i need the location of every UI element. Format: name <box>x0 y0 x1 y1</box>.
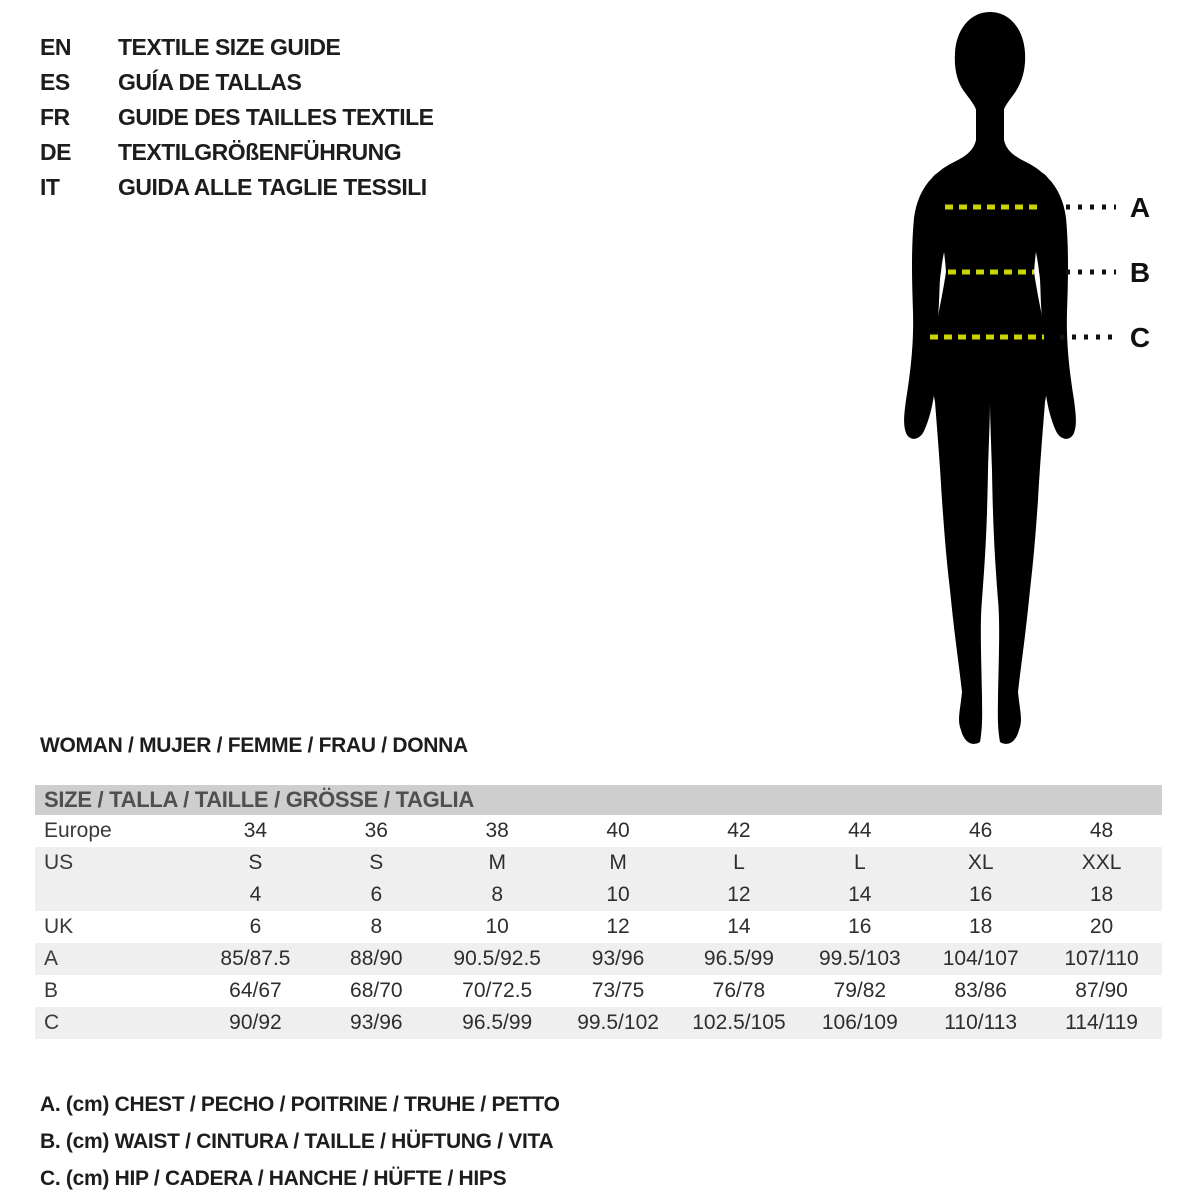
cell: 16 <box>920 879 1041 911</box>
cell: 90.5/92.5 <box>437 943 558 975</box>
language-title-block <box>40 30 434 205</box>
cell: 106/109 <box>799 1007 920 1039</box>
cell: 10 <box>485 915 509 938</box>
row-label: UK <box>44 915 74 938</box>
cell: 6 <box>249 915 262 938</box>
cell: 96.5/99 <box>679 943 800 975</box>
marker-b-label: B <box>1129 257 1151 288</box>
cell: 110/113 <box>920 1007 1041 1039</box>
lang-code: FR <box>40 104 70 130</box>
table-row-us-letters <box>35 847 1162 879</box>
cell: XXL <box>1041 847 1162 879</box>
cell: L <box>799 847 920 879</box>
cell: 44 <box>848 819 872 842</box>
marker-a-label: A <box>1129 192 1151 223</box>
cell: 48 <box>1089 819 1114 842</box>
cell: S <box>195 847 316 879</box>
lang-row-it <box>40 170 434 205</box>
cell: 46 <box>969 819 993 842</box>
row-label <box>35 879 195 911</box>
cell: 34 <box>243 819 268 842</box>
cell: 114/119 <box>1041 1007 1162 1039</box>
table-row-europe <box>35 815 1162 847</box>
measurement-legend <box>40 1086 560 1197</box>
cell: 18 <box>969 915 993 938</box>
cell: 8 <box>370 915 383 938</box>
cell: 70/72.5 <box>462 979 533 1002</box>
cell: 8 <box>437 879 558 911</box>
cell: 14 <box>799 879 920 911</box>
table-header-row <box>35 785 1162 815</box>
legend-waist: B. (cm) WAIST / CINTURA / TAILLE / HÜFTUNG / VITA <box>40 1129 554 1153</box>
guide-title: TEXTILE SIZE GUIDE <box>118 34 341 60</box>
row-label: B <box>44 979 59 1002</box>
cell: 16 <box>848 915 872 938</box>
table-header: SIZE / TALLA / TAILLE / GRÖSSE / TAGLIA <box>35 785 1162 815</box>
section-title: WOMAN / MUJER / FEMME / FRAU / DONNA <box>40 734 468 757</box>
cell: 93/96 <box>316 1007 437 1039</box>
measurement-figure <box>860 0 1160 760</box>
cell: 93/96 <box>558 943 679 975</box>
lang-row-en <box>40 30 434 65</box>
cell: 88/90 <box>316 943 437 975</box>
cell: S <box>316 847 437 879</box>
lang-code: EN <box>40 34 71 60</box>
cell: 40 <box>606 819 630 842</box>
cell: 90/92 <box>195 1007 316 1039</box>
marker-c-label: C <box>1129 322 1151 353</box>
cell: 68/70 <box>350 979 403 1002</box>
table-row-uk <box>35 911 1162 943</box>
cell: 36 <box>364 819 388 842</box>
cell: 107/110 <box>1041 943 1162 975</box>
cell: 42 <box>727 819 751 842</box>
table-row-hip <box>35 1007 1162 1039</box>
legend-hip: C. (cm) HIP / CADERA / HANCHE / HÜFTE / HIPS <box>40 1166 507 1190</box>
lang-code: IT <box>40 174 60 200</box>
cell: 99.5/103 <box>799 943 920 975</box>
guide-title: GUIDA ALLE TAGLIE TESSILI <box>118 174 427 200</box>
lang-row-de <box>40 135 434 170</box>
row-label: C <box>35 1007 195 1039</box>
cell: 12 <box>606 915 630 938</box>
cell: XL <box>920 847 1041 879</box>
cell: 76/78 <box>712 979 766 1002</box>
cell: 38 <box>485 819 509 842</box>
cell: 87/90 <box>1075 979 1128 1002</box>
cell: 79/82 <box>833 979 887 1002</box>
cell: 4 <box>195 879 316 911</box>
cell: 85/87.5 <box>195 943 316 975</box>
lang-row-es <box>40 65 434 100</box>
table-row-us-numbers <box>35 879 1162 911</box>
cell: 20 <box>1089 915 1114 938</box>
cell: 104/107 <box>920 943 1041 975</box>
guide-title: GUÍA DE TALLAS <box>118 69 302 95</box>
guide-title: TEXTILGRÖßENFÜHRUNG <box>118 139 402 165</box>
cell: 14 <box>727 915 751 938</box>
cell: 6 <box>316 879 437 911</box>
lang-code: ES <box>40 69 70 95</box>
cell: 83/86 <box>954 979 1007 1002</box>
cell: 18 <box>1041 879 1162 911</box>
cell: 64/67 <box>229 979 282 1002</box>
table-row-waist <box>35 975 1162 1007</box>
cell: M <box>558 847 679 879</box>
lang-code: DE <box>40 139 71 165</box>
lang-row-fr <box>40 100 434 135</box>
cell: M <box>437 847 558 879</box>
row-label: US <box>35 847 195 879</box>
row-label: A <box>35 943 195 975</box>
size-table <box>35 785 1162 1039</box>
cell: 96.5/99 <box>437 1007 558 1039</box>
legend-chest: A. (cm) CHEST / PECHO / POITRINE / TRUHE / PETTO <box>40 1092 560 1116</box>
cell: 99.5/102 <box>558 1007 679 1039</box>
woman-silhouette-icon <box>860 0 1160 760</box>
guide-title: GUIDE DES TAILLES TEXTILE <box>118 104 434 130</box>
cell: 12 <box>679 879 800 911</box>
cell: 10 <box>558 879 679 911</box>
cell: 102.5/105 <box>679 1007 800 1039</box>
row-label: Europe <box>44 819 112 842</box>
table-row-chest <box>35 943 1162 975</box>
cell: 73/75 <box>591 979 645 1002</box>
cell: L <box>679 847 800 879</box>
